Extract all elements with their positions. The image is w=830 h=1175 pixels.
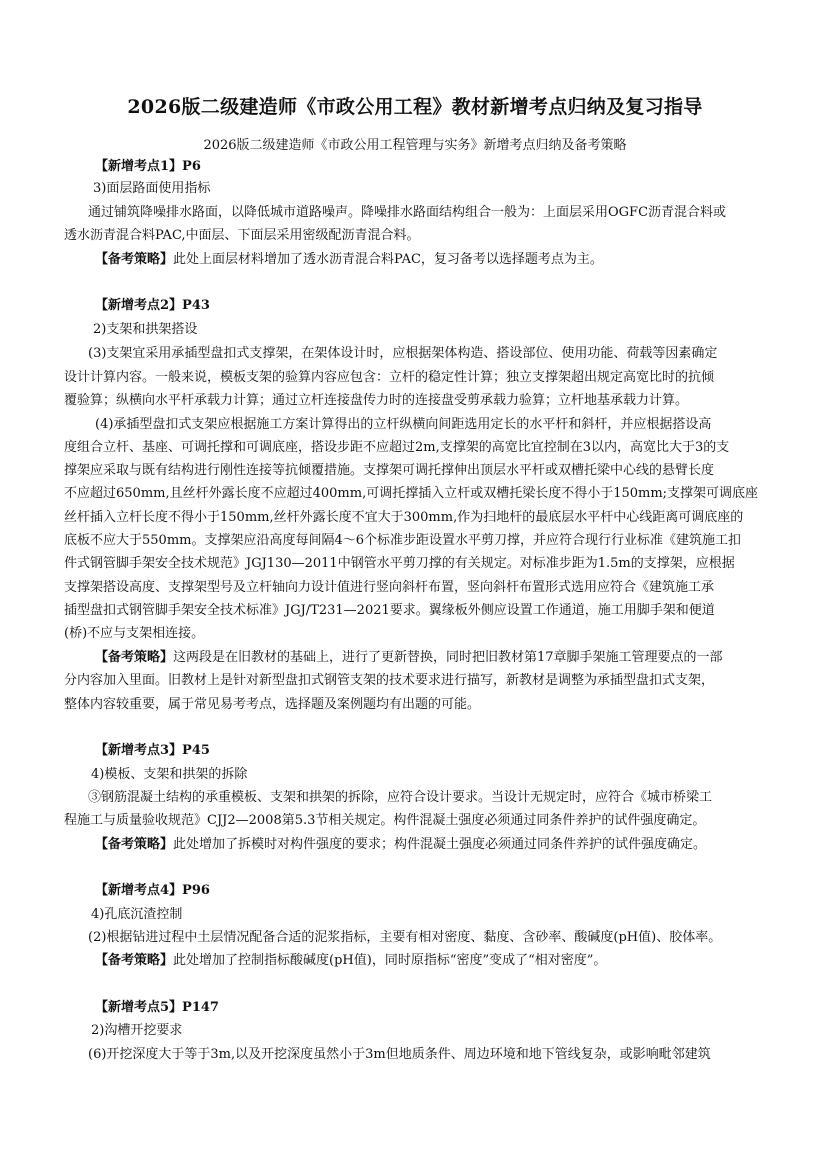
section-4-subheading: 4)孔底沉渣控制	[91, 907, 183, 922]
section-2-paragraph-line: (桥)不应与支架相连接。	[64, 626, 205, 641]
section-2-paragraph-line: 撑架应采取与既有结构进行刚性连接等抗倾覆措施。支撑架可调托撑伸出顶层水平杆或双槽托梁中心线的悬臂长度	[64, 463, 715, 478]
section-2-paragraph-line: 底板不应大于550mm。支撑架应沿高度每间隔4～6个标准步距设置水平剪刀撑，并应符合现行行业标准《建筑施工扣	[64, 533, 742, 548]
document-subtitle: 2026版二级建造师《市政公用工程管理与实务》新增考点归纳及备考策略	[203, 138, 627, 153]
section-2-paragraph-line: 插型盘扣式钢管脚手架安全技术标准》JGJ/T231—2021要求。翼缘板外侧应设置工作通道，施工用脚手架和便道	[64, 603, 715, 618]
section-2-paragraph-line: 不应超过650mm,且丝杆外露长度不应超过400mm,可调托撑插入立杆或双槽托梁长度不得小于150mm;支撑架可调底座	[64, 486, 759, 501]
section-2-heading: 【新增考点2】P43	[95, 298, 210, 313]
section-1-heading: 【新增考点1】P6	[95, 159, 201, 174]
section-3-paragraph-line: 程施工与质量验收规范》CJJ2—2008第5.3节相关规定。构件混凝土强度必须通过同条件养护的试件强度确定。	[64, 813, 706, 828]
section-2-paragraph-line: 覆验算；纵横向水平杆承载力计算；通过立杆连接盘传力时的连接盘受剪承载力验算；立杆地基承载力计算。	[64, 393, 689, 408]
section-1-strategy	[95, 251, 603, 269]
section-1-paragraph-line: 透水沥青混合料PAC,中面层、下面层采用密级配沥青混合料。	[64, 228, 420, 243]
section-3-paragraph-line: ③钢筋混凝土结构的承重模板、支架和拱架的拆除，应符合设计要求。当设计无规定时，应符合《城市桥梁工	[88, 790, 713, 805]
section-2-subheading: 2)支架和拱架搭设	[93, 322, 198, 337]
strategy-text: 此处上面层材料增加了透水沥青混合料PAC，复习备考以选择题考点为主。	[173, 252, 603, 267]
strategy-text: 此处增加了拆模时对构件强度的要求；构件混凝土强度必须通过同条件养护的试件强度确定。	[173, 837, 707, 852]
document-title: 2026版二级建造师《市政公用工程》教材新增考点归纳及复习指导	[127, 96, 703, 118]
section-2-paragraph-line: 度组合立杆、基座、可调托撑和可调底座，搭设步距不应超过2m,支撑架的高宽比宜控制在3以内，高宽比大于3的支	[64, 440, 730, 455]
section-4-heading: 【新增考点4】P96	[95, 883, 210, 898]
section-2-strategy-line: 分内容加入里面。旧教材上是针对新型盘扣式钢管支架的技术要求进行描写，新教材是调整为承插型盘扣式支架，	[64, 673, 715, 688]
strategy-text: 此处增加了控制指标酸碱度(pH值)，同时原指标“密度”变成了“相对密度”。	[173, 953, 607, 968]
section-4-paragraph-line: (2)根据钻进过程中土层情况配备合适的泥浆指标，主要有相对密度、黏度、含砂率、酸碱度(pH值)、胶体率。	[88, 930, 722, 945]
section-3-heading: 【新增考点3】P45	[95, 743, 210, 758]
section-2-paragraph-line: (3)支架宜采用承插型盘扣式支撑架，在架体设计时，应根据架体构造、搭设部位、使用功能、荷载等因素确定	[88, 346, 718, 361]
strategy-label: 【备考策略】	[95, 837, 174, 852]
section-5-paragraph-line: (6)开挖深度大于等于3m,以及开挖深度虽然小于3m但地质条件、周边环境和地下管线复杂，或影响毗邻建筑	[88, 1047, 711, 1062]
section-5-subheading: 2)沟槽开挖要求	[91, 1023, 183, 1038]
section-2-paragraph-line: 丝杆插入立杆长度不得小于150mm,丝杆外露长度不宜大于300mm,作为扫地杆的最底层水平杆中心线距离可调底座的	[64, 510, 744, 525]
section-2-paragraph-line: 设计计算内容。一般来说，模板支架的验算内容应包含：立杆的稳定性计算；独立支撑架超出规定高宽比时的抗倾	[64, 370, 715, 385]
section-2-paragraph-line: (4)承插型盘扣式支架应根据施工方案计算得出的立杆纵横向间距选用定长的水平杆和斜杆，并应根据搭设高	[95, 417, 712, 432]
section-3-subheading: 4)模板、支架和拱架的拆除	[91, 767, 248, 782]
section-1-subheading: 3)面层路面使用指标	[93, 181, 211, 196]
section-2-strategy	[95, 649, 723, 667]
section-5-heading: 【新增考点5】P147	[95, 1000, 219, 1015]
section-1-paragraph-line: 通过铺筑降噪排水路面，以降低城市道路噪声。降噪排水路面结构组合一般为：上面层采用OGFC沥青混合料或	[88, 205, 727, 220]
section-2-strategy-line: 整体内容较重要，属于常见易考考点，选择题及案例题均有出题的可能。	[64, 697, 481, 712]
strategy-label: 【备考策略】	[95, 953, 174, 968]
strategy-label: 【备考策略】	[95, 650, 174, 665]
section-4-strategy	[95, 952, 606, 970]
strategy-text: 这两段是在旧教材的基础上，进行了更新替换，同时把旧教材第17章脚手架施工管理要点的一部	[173, 650, 723, 665]
section-2-paragraph-line: 支撑架搭设高度、支撑架型号及立杆轴向力设计值进行竖向斜杆布置，竖向斜杆布置形式选用应符合《建筑施工承	[64, 580, 715, 595]
section-3-strategy	[95, 836, 706, 854]
section-2-paragraph-line: 件式钢管脚手架安全技术规范》JGJ130—2011中钢管水平剪刀撑的有关规定。对标准步距为1.5m的支撑架，应根据	[64, 556, 735, 571]
strategy-label: 【备考策略】	[95, 252, 174, 267]
